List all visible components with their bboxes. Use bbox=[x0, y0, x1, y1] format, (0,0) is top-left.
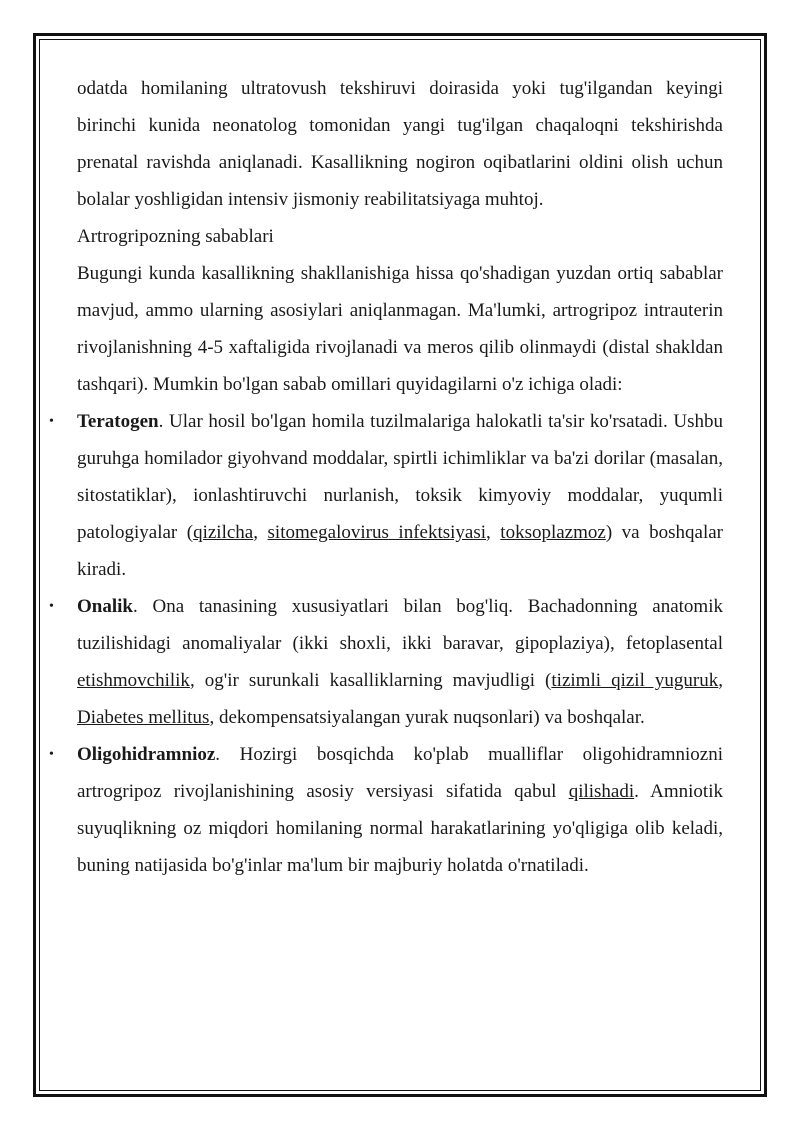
bullet-icon: • bbox=[49, 599, 54, 614]
link-sitomegalovirus[interactable]: sitomegalovirus infektsiyasi bbox=[267, 522, 487, 543]
link-etishmovchilik[interactable]: etishmovchilik bbox=[77, 670, 190, 691]
link-toksoplazmoz[interactable]: toksoplazmoz bbox=[500, 522, 606, 543]
bullet-term: Oligohidramnioz bbox=[77, 744, 216, 765]
separator: , bbox=[253, 522, 268, 543]
bullet-item-oligohidramnioz bbox=[49, 736, 723, 884]
link-qilishadi[interactable]: qilishadi bbox=[568, 781, 635, 802]
bullet-text: . Ular hosil bo'lgan homila tuzilmalariga halokatli ta'sir ko'rsatadi. Ushbu guruhga homilador giyohvand moddalar, spirtli ichimliklar va ba'zi dorilar (masalan, sitostatiklar), ionlashtiruvchi nurlanish, toksik kimyoviy moddalar, yuqumli patologiyalar ( bbox=[77, 411, 723, 543]
section-heading: Artrogripozning sabablari bbox=[77, 226, 274, 247]
bullet-term: Onalik bbox=[77, 596, 133, 617]
separator: , bbox=[486, 522, 501, 543]
bullet-text: . Amniotik suyuqlikning oz miqdori homilaning normal harakatlarining yo'qligiga olib keladi, buning natijasida bo'g'inlar ma'lum bir majburiy holatda o'rnatiladi. bbox=[77, 781, 723, 876]
link-diabetes-mellitus[interactable]: Diabetes mellitus bbox=[77, 707, 210, 728]
intro-paragraph: odatda homilaning ultratovush tekshiruvi doirasida yoki tug'ilgandan keyingi birinchi kunida neonatolog tomonidan yangi tug'ilgan chaqaloqni tekshirishda prenatal ravishda aniqlanadi. Kasallikning nogiron oqibatlarini oldini olish uchun bolalar yoshligidan intensiv jismoniy reabilitatsiyaga muhtoj. bbox=[77, 78, 723, 210]
bullet-text: . Hozirgi bosqichda ko'plab mualliflar oligohidramniozni artrogripoz rivojlanishining asosiy versiyasi sifatida qabul bbox=[77, 744, 723, 802]
bullet-item-teratogen bbox=[49, 403, 723, 588]
bullet-text: . Ona tanasining xususiyatlari bilan bog'liq. Bachadonning anatomik tuzilishidagi anomaliyalar (ikki shoxli, ikki baravar, gipoplaziya), fetoplasental bbox=[77, 596, 723, 654]
bullet-icon: • bbox=[49, 747, 54, 762]
bullet-icon: • bbox=[49, 414, 54, 429]
link-qizilcha[interactable]: qizilcha bbox=[193, 522, 254, 543]
bullet-term: Teratogen bbox=[77, 411, 159, 432]
link-tizimli-qizil-yuguruk[interactable]: tizimli qizil yuguruk bbox=[551, 670, 719, 691]
bullet-text: , dekompensatsiyalangan yurak nuqsonlari) va boshqalar. bbox=[209, 707, 645, 728]
bullet-text: , og'ir surunkali kasalliklarning mavjudligi ( bbox=[189, 670, 552, 691]
document-body bbox=[49, 70, 723, 884]
bullet-text: ) va boshqalar kiradi. bbox=[77, 522, 723, 580]
causes-paragraph: Bugungi kunda kasallikning shakllanishiga hissa qo'shadigan yuzdan ortiq sabablar mavjud, ammo ularning asosiylari aniqlanmagan. Ma'lumki, artrogripoz intrauterin rivojlanishning 4-5 xaftaligida rivojlanadi va meros qilib olinmaydi (distal shakldan tashqari). Mumkin bo'lgan sabab omillari quyidagilarni o'z ichiga oladi: bbox=[77, 263, 723, 395]
separator: , bbox=[718, 670, 723, 691]
bullet-item-onalik bbox=[49, 588, 723, 736]
